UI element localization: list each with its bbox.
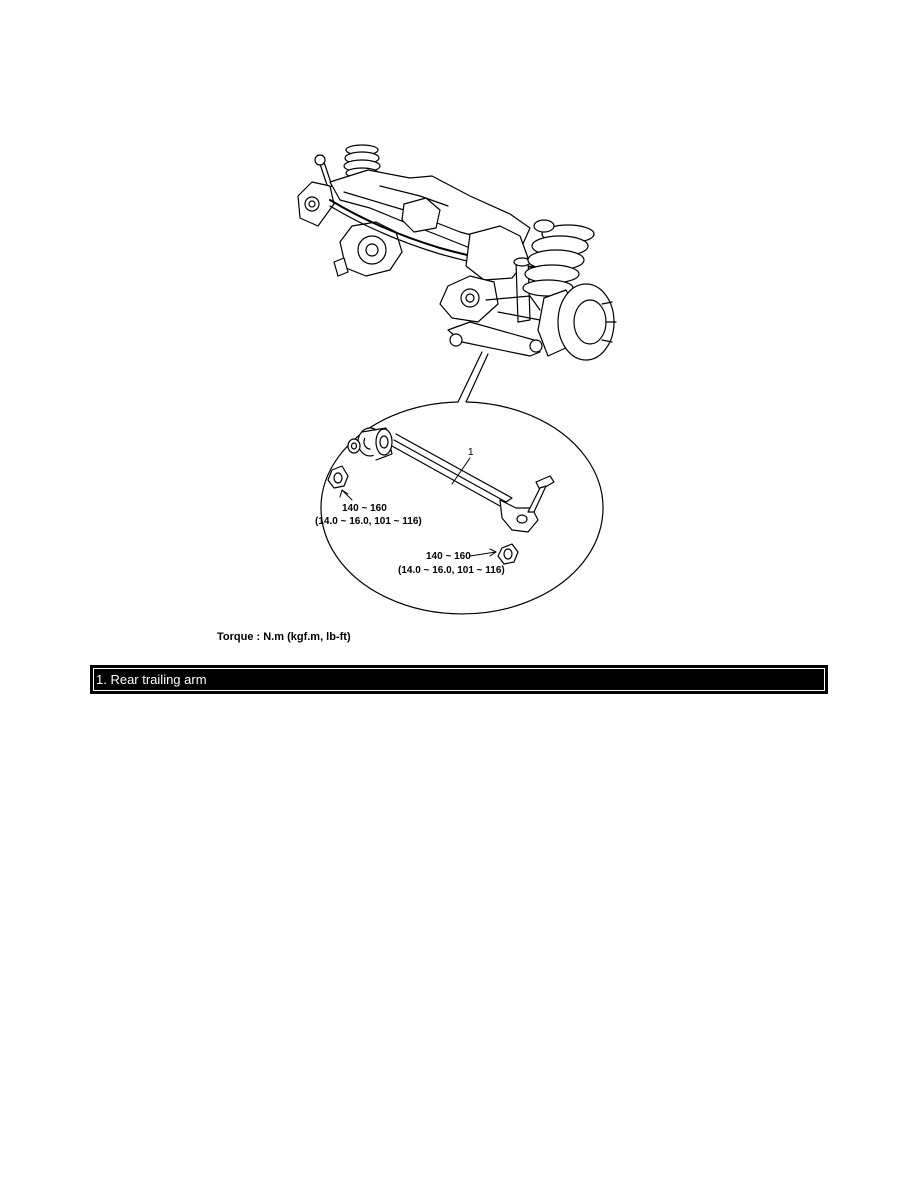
torque-units-caption: Torque : N.m (kgf.m, lb-ft): [217, 631, 351, 643]
torque-right-detail: (14.0 ~ 16.0, 101 ~ 116): [398, 565, 505, 576]
torque-right-range: 140 ~ 160: [426, 551, 471, 562]
torque-left-detail: (14.0 ~ 16.0, 101 ~ 116): [315, 516, 422, 527]
callout-line: [458, 352, 488, 402]
callout-number-1: 1: [468, 447, 474, 458]
subframe-assembly: [298, 145, 616, 360]
torque-left-range: 140 ~ 160: [342, 503, 387, 514]
legend-item-1: 1. Rear trailing arm: [96, 672, 207, 687]
legend-inner: [93, 668, 825, 691]
right-hub: [538, 284, 616, 360]
legend-box: [90, 665, 828, 694]
